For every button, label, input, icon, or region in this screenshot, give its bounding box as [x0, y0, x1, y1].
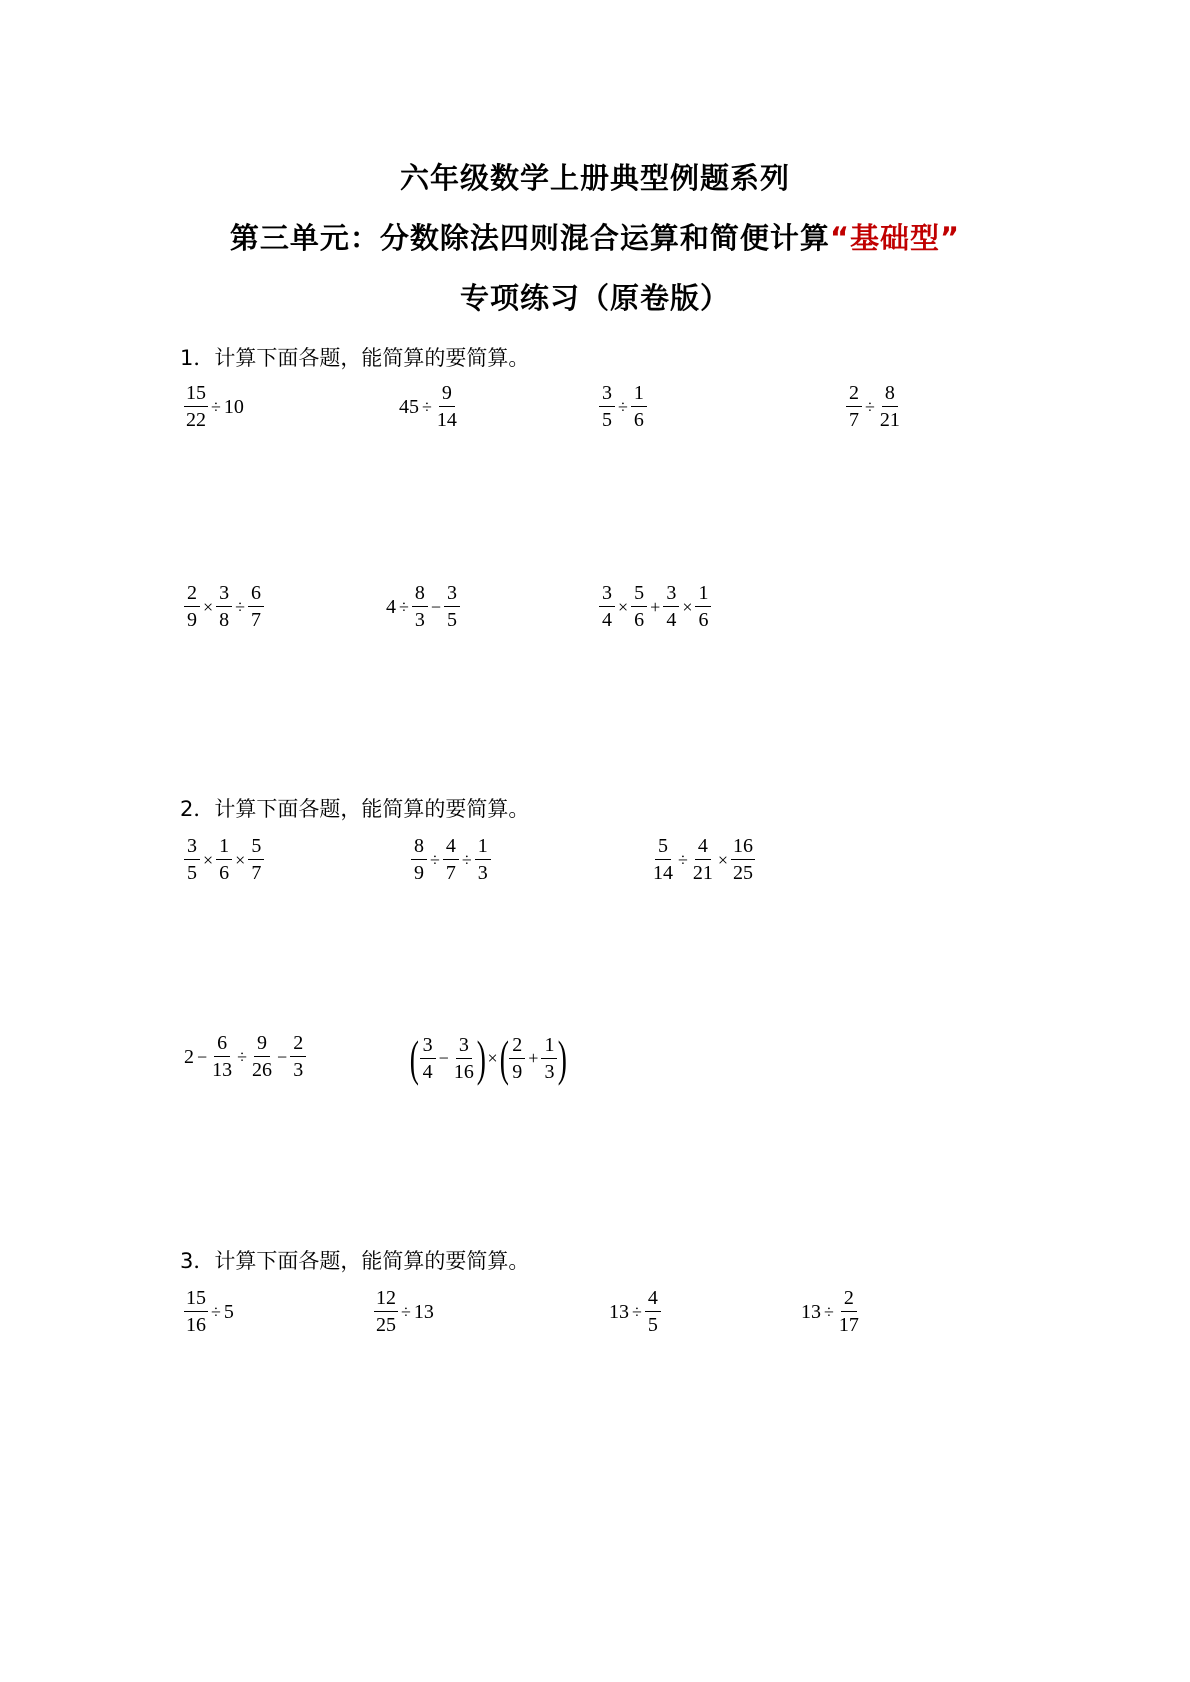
- fraction: [443, 836, 459, 883]
- numerator: 5: [631, 583, 647, 607]
- problem: [183, 383, 245, 430]
- denominator: 26: [252, 1059, 273, 1081]
- fraction: [420, 1035, 436, 1082]
- numerator: 12: [374, 1288, 398, 1312]
- denominator: 4: [666, 609, 677, 631]
- denominator: 25: [733, 862, 754, 884]
- numerator: 1: [631, 383, 647, 407]
- multiply-sign: ×: [487, 1048, 498, 1068]
- denominator: 3: [544, 1060, 555, 1083]
- denominator: 7: [251, 609, 262, 631]
- integer: 13: [609, 1300, 629, 1323]
- denominator: 5: [602, 409, 612, 431]
- problem: [800, 1288, 862, 1335]
- fraction: [645, 1288, 661, 1335]
- problem: [598, 583, 712, 630]
- denominator: 5: [447, 609, 458, 631]
- fraction: [184, 383, 208, 430]
- doc-title: 六年级数学上册典型例题系列: [399, 161, 790, 195]
- multiply-sign: ×: [618, 596, 629, 617]
- fraction: [216, 583, 232, 630]
- left-paren: (: [499, 1030, 509, 1086]
- fraction: [412, 583, 428, 630]
- fraction: [290, 1033, 306, 1080]
- denominator: 6: [219, 862, 230, 884]
- left-paren: (: [409, 1030, 419, 1086]
- numerator: 6: [248, 583, 264, 607]
- denominator: 7: [251, 862, 262, 884]
- fraction: [435, 383, 459, 430]
- divide-sign: ÷: [430, 849, 440, 870]
- denominator: 21: [879, 409, 900, 431]
- numerator: 2: [841, 1288, 857, 1312]
- divide-sign: ÷: [618, 396, 628, 417]
- numerator: 2: [509, 1035, 525, 1059]
- fraction: [541, 1035, 557, 1082]
- numerator: 3: [184, 836, 200, 860]
- problem: [373, 1288, 435, 1335]
- denominator: 4: [602, 609, 612, 631]
- divide-sign: ÷: [678, 849, 688, 870]
- numerator: 8: [412, 583, 428, 607]
- problem: [598, 383, 648, 430]
- multiply-sign: ×: [235, 849, 246, 870]
- fraction: [248, 583, 264, 630]
- numerator: 2: [846, 383, 862, 407]
- numerator: 3: [444, 583, 460, 607]
- divide-sign: ÷: [632, 1301, 642, 1322]
- section-3-heading: 3．计算下面各题，能简算的要简算。: [180, 1249, 530, 1273]
- doc-subtitle-2: 专项练习（原卷版）: [459, 281, 730, 315]
- fraction: [411, 836, 427, 883]
- divide-sign: ÷: [235, 596, 246, 617]
- fraction: [374, 1288, 398, 1335]
- integer: 5: [223, 1300, 234, 1323]
- numerator: 1: [695, 583, 711, 607]
- problem: [608, 1288, 662, 1335]
- divide-sign: ÷: [461, 849, 472, 870]
- problem: [845, 383, 903, 430]
- integer: 10: [223, 395, 244, 418]
- numerator: 3: [599, 583, 615, 607]
- fraction: [184, 583, 200, 630]
- divide-sign: ÷: [211, 396, 221, 417]
- fraction: [631, 583, 647, 630]
- problem: [409, 1030, 568, 1086]
- denominator: 3: [293, 1059, 304, 1081]
- denominator: 6: [698, 609, 709, 631]
- fraction: [651, 836, 675, 883]
- fraction: [184, 836, 200, 883]
- multiply-sign: ×: [717, 849, 729, 870]
- numerator: 3: [216, 583, 232, 607]
- denominator: 21: [692, 862, 713, 884]
- denominator: 3: [414, 609, 425, 631]
- numerator: 5: [655, 836, 671, 860]
- fraction: [475, 836, 491, 883]
- multiply-sign: ×: [203, 849, 214, 870]
- numerator: 3: [599, 383, 615, 407]
- numerator: 9: [439, 383, 455, 407]
- fraction: [846, 383, 862, 430]
- integer: 13: [801, 1300, 821, 1323]
- fraction: [691, 836, 715, 883]
- minus-sign: −: [438, 1048, 449, 1068]
- numerator: 8: [411, 836, 427, 860]
- multiply-sign: ×: [203, 596, 214, 617]
- divide-sign: ÷: [422, 396, 432, 417]
- numerator: 4: [443, 836, 459, 860]
- numerator: 15: [184, 1288, 208, 1312]
- fraction: [248, 836, 264, 883]
- minus-sign: −: [430, 596, 442, 617]
- denominator: 7: [849, 409, 859, 431]
- numerator: 3: [456, 1035, 472, 1059]
- denominator: 16: [453, 1060, 474, 1083]
- numerator: 15: [184, 383, 208, 407]
- divide-sign: ÷: [211, 1301, 221, 1322]
- numerator: 6: [214, 1033, 230, 1057]
- problem: [183, 836, 265, 883]
- fraction: [695, 583, 711, 630]
- problem: [410, 836, 492, 883]
- denominator: 14: [653, 862, 673, 884]
- denominator: 9: [187, 609, 197, 631]
- divide-sign: ÷: [824, 1301, 834, 1322]
- numerator: 3: [420, 1035, 436, 1059]
- numerator: 3: [663, 583, 679, 607]
- denominator: 8: [219, 609, 230, 631]
- fraction: [837, 1288, 861, 1335]
- right-paren: ): [476, 1030, 486, 1086]
- minus-sign: −: [277, 1046, 288, 1067]
- multiply-sign: ×: [682, 596, 693, 617]
- fraction: [663, 583, 679, 630]
- numerator: 5: [248, 836, 264, 860]
- fraction: [216, 836, 232, 883]
- denominator: 3: [477, 862, 488, 884]
- denominator: 6: [634, 609, 645, 631]
- denominator: 7: [445, 862, 456, 884]
- doc-subtitle: [0, 216, 1190, 257]
- denominator: 17: [838, 1314, 859, 1336]
- fraction: [731, 836, 755, 883]
- numerator: 4: [645, 1288, 661, 1312]
- minus-sign: −: [197, 1046, 208, 1067]
- fraction: [631, 383, 647, 430]
- divide-sign: ÷: [399, 596, 409, 617]
- fraction: [599, 383, 615, 430]
- problem: [398, 383, 460, 430]
- denominator: 25: [376, 1314, 396, 1336]
- numerator: 16: [731, 836, 755, 860]
- integer: 45: [399, 395, 419, 418]
- problem: [183, 1288, 235, 1335]
- numerator: 2: [290, 1033, 306, 1057]
- denominator: 14: [436, 409, 457, 431]
- fraction: [452, 1035, 476, 1082]
- numerator: 4: [695, 836, 711, 860]
- denominator: 16: [186, 1314, 206, 1336]
- denominator: 6: [633, 409, 644, 431]
- integer: 2: [184, 1045, 194, 1068]
- fraction: [878, 383, 902, 430]
- denominator: 4: [422, 1060, 433, 1083]
- plus-sign: +: [650, 596, 661, 617]
- subtitle-highlight: “基础型”: [829, 221, 961, 255]
- problem: [650, 836, 756, 883]
- numerator: 1: [541, 1035, 557, 1059]
- numerator: 1: [475, 836, 491, 860]
- problem: [183, 583, 265, 630]
- integer: 4: [386, 595, 396, 618]
- numerator: 8: [882, 383, 898, 407]
- denominator: 9: [512, 1060, 523, 1083]
- denominator: 22: [186, 409, 206, 431]
- plus-sign: +: [528, 1048, 539, 1068]
- problem: [183, 1033, 307, 1080]
- right-paren: ): [558, 1030, 568, 1086]
- divide-sign: ÷: [237, 1046, 248, 1067]
- numerator: 9: [254, 1033, 270, 1057]
- denominator: 5: [187, 862, 197, 884]
- section-1-heading: 1．计算下面各题，能简算的要简算。: [180, 346, 530, 370]
- numerator: 1: [216, 836, 232, 860]
- fraction: [509, 1035, 525, 1082]
- fraction: [599, 583, 615, 630]
- fraction: [210, 1033, 234, 1080]
- integer: 13: [413, 1300, 434, 1323]
- divide-sign: ÷: [865, 396, 875, 417]
- problem: [385, 583, 461, 630]
- fraction: [444, 583, 460, 630]
- fraction: [250, 1033, 274, 1080]
- numerator: 2: [184, 583, 200, 607]
- fraction: [184, 1288, 208, 1335]
- denominator: 5: [647, 1314, 658, 1336]
- subtitle-main: 第三单元：分数除法四则混合运算和简便计算: [229, 221, 830, 255]
- denominator: 13: [212, 1059, 233, 1081]
- denominator: 9: [414, 862, 424, 884]
- section-2-heading: 2．计算下面各题，能简算的要简算。: [180, 797, 530, 821]
- divide-sign: ÷: [401, 1301, 411, 1322]
